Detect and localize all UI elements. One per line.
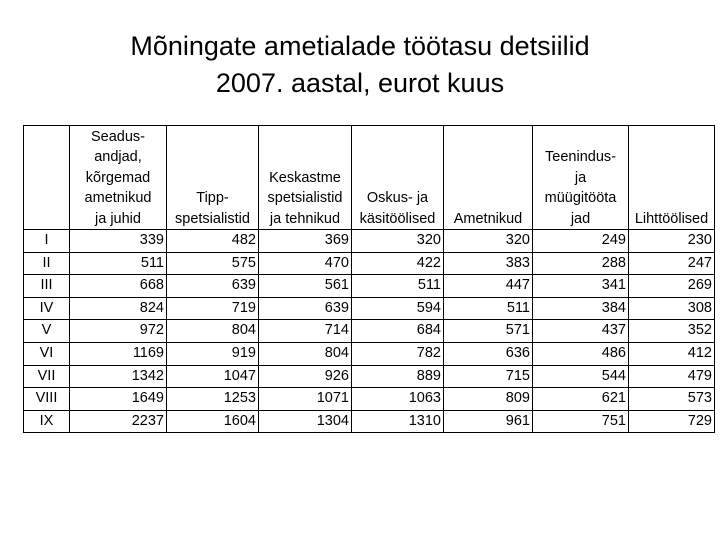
table-cell-juhid: 668 <box>70 275 167 298</box>
decile-label: VII <box>24 365 70 388</box>
table-row <box>24 388 715 411</box>
table-cell-ametnikud: 636 <box>444 343 533 366</box>
decile-label: II <box>24 252 70 275</box>
table-row <box>24 275 715 298</box>
table-cell-tippspetsialistid: 1253 <box>167 388 259 411</box>
table-cell-oskustoolised: 320 <box>352 230 444 253</box>
table-cell-ametnikud: 961 <box>444 410 533 433</box>
table-cell-oskustoolised: 1310 <box>352 410 444 433</box>
decile-label: VIII <box>24 388 70 411</box>
column-header-corner <box>24 126 70 230</box>
table-cell-lihttoolised: 247 <box>629 252 715 275</box>
slide-title <box>0 28 720 102</box>
table-cell-oskustoolised: 889 <box>352 365 444 388</box>
table-cell-juhid: 972 <box>70 320 167 343</box>
table-cell-lihttoolised: 308 <box>629 297 715 320</box>
table-cell-lihttoolised: 352 <box>629 320 715 343</box>
table-cell-juhid: 1649 <box>70 388 167 411</box>
table-cell-lihttoolised: 729 <box>629 410 715 433</box>
wage-deciles-table <box>23 125 715 433</box>
table-cell-ametnikud: 320 <box>444 230 533 253</box>
table-cell-teenindus: 384 <box>533 297 629 320</box>
table-cell-tippspetsialistid: 1604 <box>167 410 259 433</box>
table-cell-juhid: 1342 <box>70 365 167 388</box>
title-line-2: 2007. aastal, eurot kuus <box>215 68 505 98</box>
table-cell-juhid: 2237 <box>70 410 167 433</box>
decile-label: III <box>24 275 70 298</box>
table-cell-lihttoolised: 269 <box>629 275 715 298</box>
column-header-line: kõrgemad <box>85 169 151 186</box>
column-header-line: andjad, <box>94 149 142 166</box>
table-cell-lihttoolised: 573 <box>629 388 715 411</box>
column-header-line: Seadus- <box>90 129 145 145</box>
table-cell-teenindus: 437 <box>533 320 629 343</box>
table-cell-keskastme: 369 <box>259 230 352 253</box>
column-header-lihttoolised <box>629 126 715 230</box>
table-row <box>24 410 715 433</box>
column-header-juhid <box>70 126 167 230</box>
table-cell-oskustoolised: 1063 <box>352 388 444 411</box>
column-header-keskastme <box>259 126 352 230</box>
column-header-line: ja juhid <box>95 210 141 227</box>
table-row <box>24 343 715 366</box>
column-header-ametnikud <box>444 126 533 230</box>
table-cell-teenindus: 249 <box>533 230 629 253</box>
column-header-line: ametnikud <box>84 190 152 207</box>
table-row <box>24 252 715 275</box>
decile-label: IX <box>24 410 70 433</box>
table-cell-keskastme: 926 <box>259 365 352 388</box>
table-header-row <box>24 126 715 230</box>
table-cell-teenindus: 288 <box>533 252 629 275</box>
table-cell-juhid: 824 <box>70 297 167 320</box>
table-row <box>24 365 715 388</box>
column-header-line: spetsialistid <box>267 190 343 207</box>
table-cell-oskustoolised: 782 <box>352 343 444 366</box>
table-cell-tippspetsialistid: 804 <box>167 320 259 343</box>
table-cell-tippspetsialistid: 482 <box>167 230 259 253</box>
decile-label: VI <box>24 343 70 366</box>
decile-label: IV <box>24 297 70 320</box>
table-cell-teenindus: 621 <box>533 388 629 411</box>
column-header-line: Teenindus- <box>545 149 616 166</box>
table-cell-ametnikud: 571 <box>444 320 533 343</box>
column-header-line: Keskastme <box>269 169 341 186</box>
table-cell-keskastme: 714 <box>259 320 352 343</box>
column-header-line: Ametnikud <box>453 210 523 227</box>
table-cell-ametnikud: 715 <box>444 365 533 388</box>
table-cell-lihttoolised: 230 <box>629 230 715 253</box>
table-cell-tippspetsialistid: 1047 <box>167 365 259 388</box>
decile-label: V <box>24 320 70 343</box>
table-cell-teenindus: 486 <box>533 343 629 366</box>
table-cell-teenindus: 341 <box>533 275 629 298</box>
table-cell-oskustoolised: 594 <box>352 297 444 320</box>
table-cell-keskastme: 561 <box>259 275 352 298</box>
table-cell-keskastme: 804 <box>259 343 352 366</box>
table-row <box>24 320 715 343</box>
table-cell-keskastme: 1071 <box>259 388 352 411</box>
table-row <box>24 297 715 320</box>
table-cell-tippspetsialistid: 639 <box>167 275 259 298</box>
column-header-line: Oskus- ja <box>366 190 429 207</box>
table-cell-lihttoolised: 412 <box>629 343 715 366</box>
column-header-tippspetsialistid <box>167 126 259 230</box>
table-row <box>24 230 715 253</box>
table-body <box>24 230 715 433</box>
column-header-line: ja <box>574 169 587 186</box>
table-cell-ametnikud: 511 <box>444 297 533 320</box>
column-header-teenindus <box>533 126 629 230</box>
table-cell-ametnikud: 383 <box>444 252 533 275</box>
table-cell-juhid: 511 <box>70 252 167 275</box>
column-header-line: Tipp- <box>196 190 229 207</box>
table-cell-ametnikud: 447 <box>444 275 533 298</box>
decile-label: I <box>24 230 70 253</box>
table-cell-keskastme: 470 <box>259 252 352 275</box>
table-cell-oskustoolised: 422 <box>352 252 444 275</box>
table-cell-lihttoolised: 479 <box>629 365 715 388</box>
table-cell-ametnikud: 809 <box>444 388 533 411</box>
column-header-line: spetsialistid <box>175 210 250 227</box>
table-cell-oskustoolised: 511 <box>352 275 444 298</box>
table-cell-tippspetsialistid: 575 <box>167 252 259 275</box>
column-header-line: Lihttöölised <box>634 210 709 227</box>
title-line-1: Mõningate ametialade töötasu detsiilid <box>130 31 590 61</box>
table-cell-teenindus: 544 <box>533 365 629 388</box>
column-header-line: müügitööta <box>544 190 617 207</box>
table-cell-juhid: 339 <box>70 230 167 253</box>
table-cell-keskastme: 639 <box>259 297 352 320</box>
column-header-line: käsitöölised <box>359 210 436 227</box>
table-cell-keskastme: 1304 <box>259 410 352 433</box>
table-cell-juhid: 1169 <box>70 343 167 366</box>
table-cell-teenindus: 751 <box>533 410 629 433</box>
table-cell-oskustoolised: 684 <box>352 320 444 343</box>
column-header-line: ja tehnikud <box>269 210 341 227</box>
table-cell-tippspetsialistid: 919 <box>167 343 259 366</box>
table-cell-tippspetsialistid: 719 <box>167 297 259 320</box>
column-header-oskustoolised <box>352 126 444 230</box>
column-header-line: jad <box>570 210 591 227</box>
